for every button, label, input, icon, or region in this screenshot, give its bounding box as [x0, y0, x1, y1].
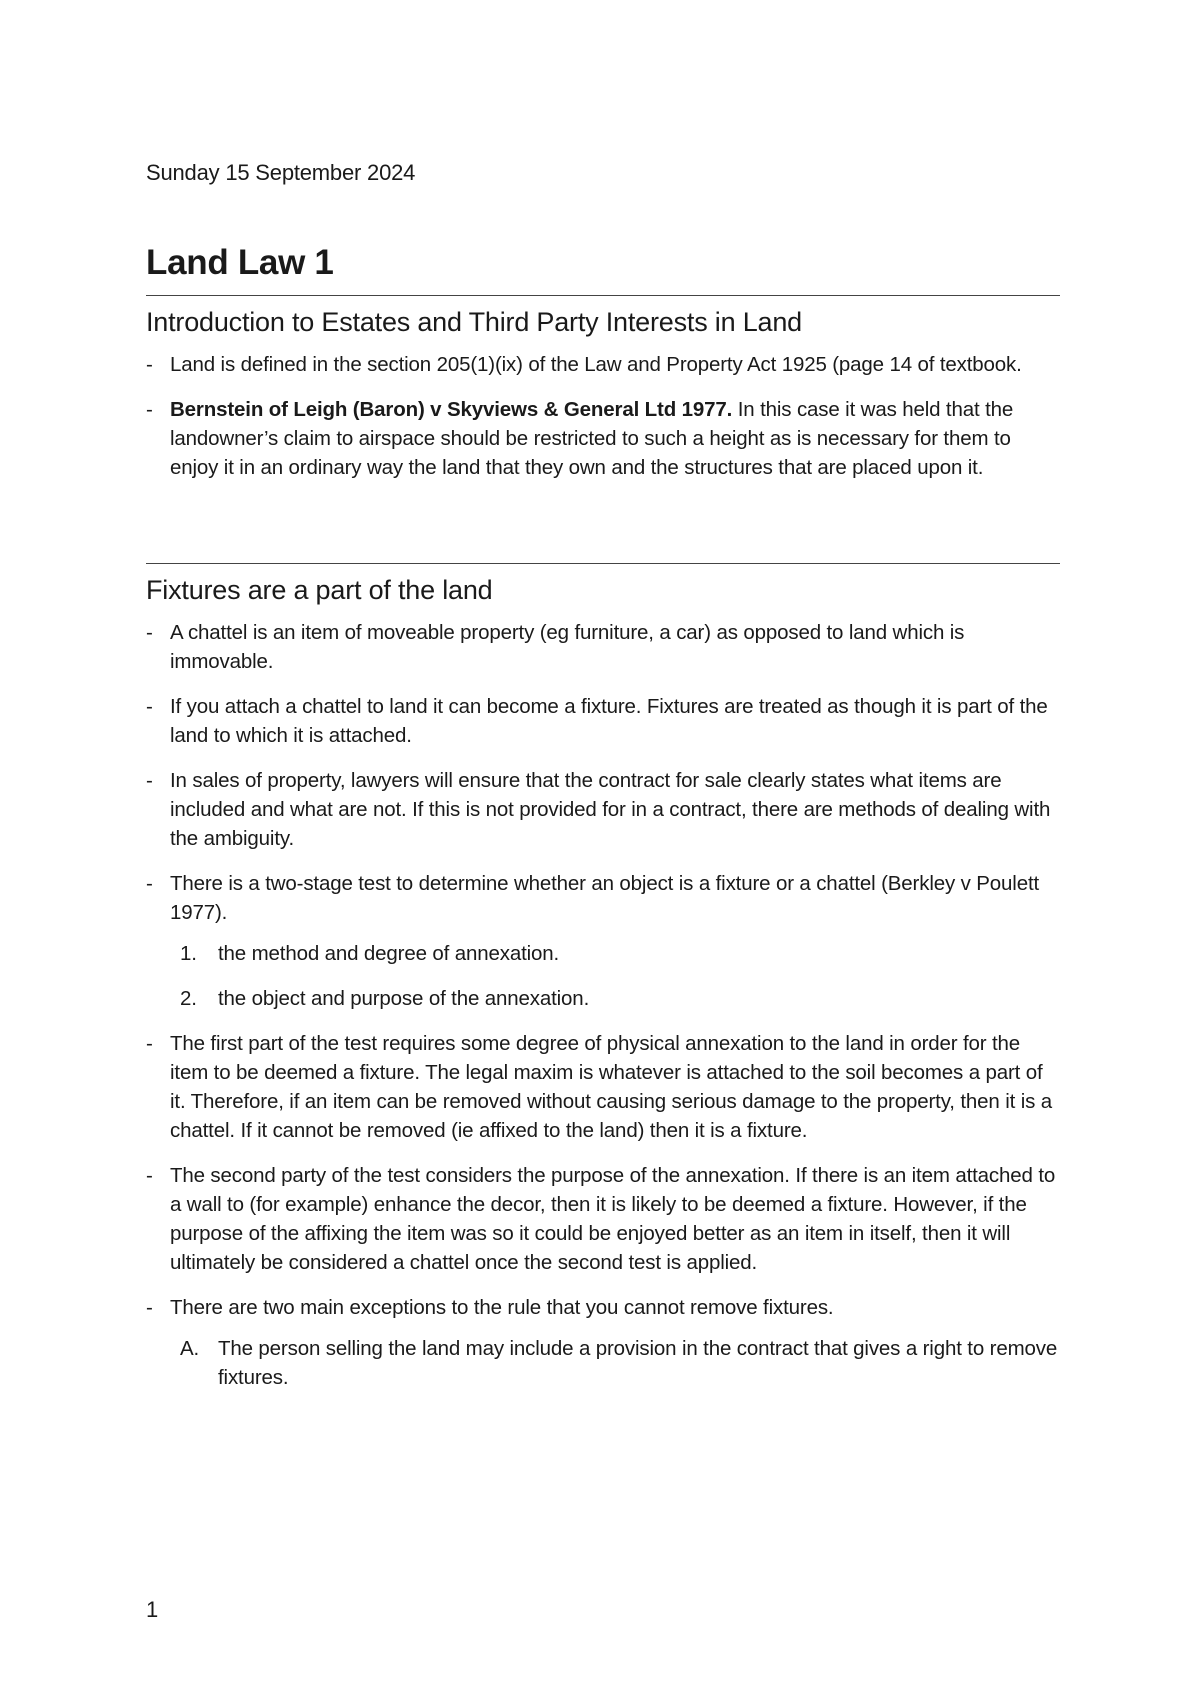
bullet-text: There are two main exceptions to the rule that you cannot remove fixtures. — [170, 1296, 834, 1320]
section-fixtures — [146, 563, 1060, 1408]
bullet-text: In this case it was held that the landowner’s claim to airspace should be restricted to such a height as is necessary for them to enjoy it in an ordinary way the land that they own and the structures that are placed upon it. — [170, 398, 1014, 480]
bullet-list — [146, 350, 1060, 482]
dash-bullet: - — [146, 621, 153, 645]
exceptions-list — [146, 1334, 1060, 1392]
list-item — [146, 766, 1060, 853]
dash-bullet: - — [146, 1164, 153, 1188]
item-number: 1. — [180, 942, 197, 966]
bullet-text: There is a two-stage test to determine whether an object is a fixture or a chattel (Berkley v Poulett 1977). — [170, 872, 1040, 925]
item-number: 2. — [180, 987, 197, 1011]
section-estates — [146, 295, 1060, 498]
page-number: 1 — [146, 1597, 159, 1622]
bullet-list — [146, 618, 1060, 927]
lettered-item — [146, 1334, 1060, 1392]
item-text: the method and degree of annexation. — [218, 942, 560, 966]
test-stages-list — [146, 939, 1060, 1013]
dash-bullet: - — [146, 872, 153, 896]
item-letter: A. — [180, 1337, 200, 1361]
bullet-text: A chattel is an item of moveable property (eg furniture, a car) as opposed to land which is immovable. — [170, 621, 965, 674]
item-text: The person selling the land may include a provision in the contract that gives a right to remove fixtures. — [218, 1337, 1058, 1390]
section-heading: Fixtures are a part of the land — [146, 575, 493, 605]
document-title: Land Law 1 — [146, 243, 334, 282]
list-item — [146, 350, 1060, 379]
list-item — [146, 692, 1060, 750]
bullet-list — [146, 1029, 1060, 1322]
bullet-text: If you attach a chattel to land it can become a fixture. Fixtures are treated as though it is part of the land to which it is attached. — [170, 695, 1048, 748]
dash-bullet: - — [146, 695, 153, 719]
list-item — [146, 1293, 1060, 1322]
dash-bullet: - — [146, 1296, 153, 1320]
item-text: the object and purpose of the annexation. — [218, 987, 590, 1011]
section-heading: Introduction to Estates and Third Party Interests in Land — [146, 307, 802, 337]
list-item — [146, 869, 1060, 927]
dash-bullet: - — [146, 1032, 153, 1056]
document-date: Sunday 15 September 2024 — [146, 160, 416, 185]
section-divider — [146, 563, 1060, 564]
numbered-item — [146, 984, 1060, 1013]
list-item — [146, 395, 1060, 482]
list-item — [146, 1029, 1060, 1145]
list-item — [146, 1161, 1060, 1277]
dash-bullet: - — [146, 769, 153, 793]
numbered-item — [146, 939, 1060, 968]
dash-bullet: - — [146, 353, 153, 377]
dash-bullet: - — [146, 398, 153, 422]
list-item — [146, 618, 1060, 676]
case-citation: Bernstein of Leigh (Baron) v Skyviews & General Ltd 1977. — [170, 398, 733, 422]
bullet-text: Land is defined in the section 205(1)(ix) of the Law and Property Act 1925 (page 14 of textbook. — [170, 353, 1022, 377]
bullet-text: In sales of property, lawyers will ensure that the contract for sale clearly states what items are included and what are not. If this is not provided for in a contract, there are methods of dealing with the ambiguity. — [170, 769, 1051, 851]
bullet-text: The second party of the test considers the purpose of the annexation. If there is an item attached to a wall to (for example) enhance the decor, then it is likely to be deemed a fixture. However, if the purpose of the affixing the item was so it could be enjoyed better as an item in itself, then it will ultimately be considered a chattel once the second test is applied. — [170, 1164, 1056, 1275]
bullet-text: The first part of the test requires some degree of physical annexation to the land in order for the item to be deemed a fixture. The legal maxim is whatever is attached to the soil becomes a part of it. Therefore, if an item can be removed without causing serious damage to the property, then it is a chattel. If it cannot be removed (ie affixed to the land) then it is a fixture. — [170, 1032, 1053, 1143]
section-divider — [146, 295, 1060, 296]
